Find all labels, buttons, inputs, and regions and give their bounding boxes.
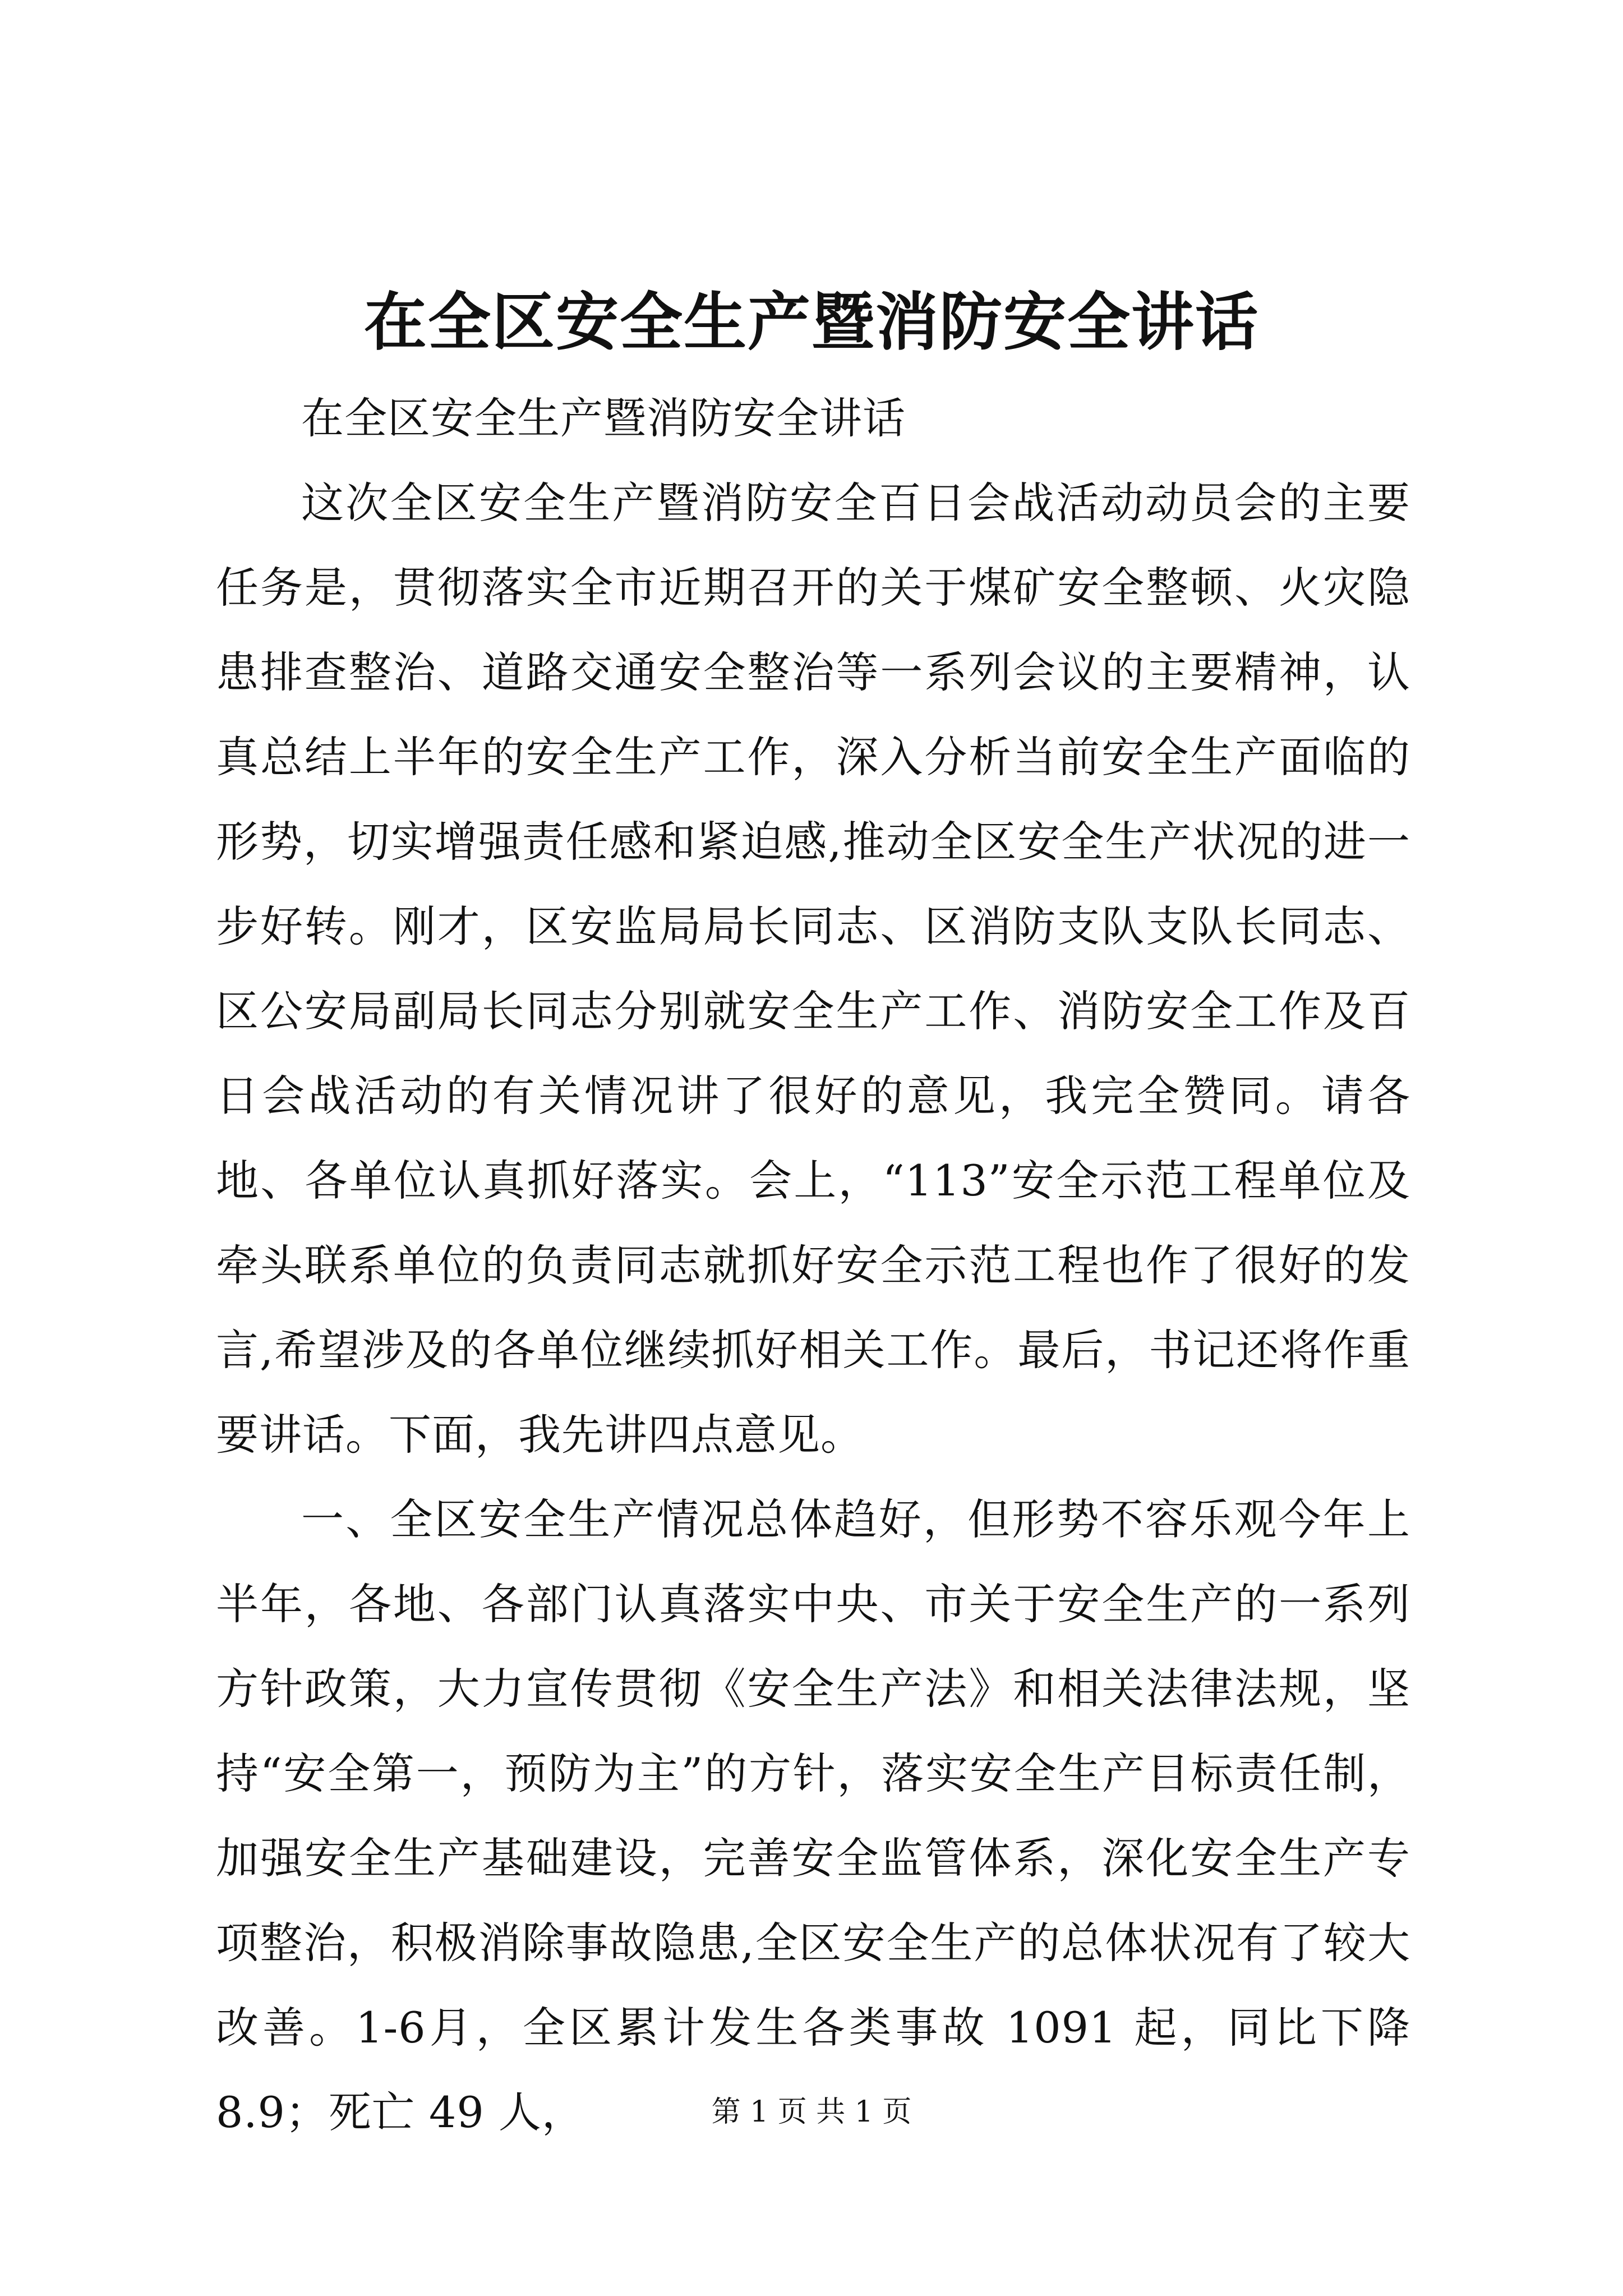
paragraph: 一、全区安全生产情况总体趋好，但形势不容乐观今年上半年，各地、各部门认真落实中央、市关于安全生产的一系列方针政策，大力宣传贯彻《安全生产法》和相关法律法规，坚持“安全第一，预防为主”的方针，落实安全生产目标责任制，加强安全生产基础建设，完善安全监管体系，深化安全生产专项整治，积极消除事故隐患,全区安全生产的总体状况有了较大改善。1-6月，全区累计发生各类事故 1091 起，同比下降 8.9；死亡 49 人， [216, 1494, 1410, 2137]
document-title: 在全区安全生产暨消防安全讲话 [364, 286, 1259, 359]
page-footer: 第 1 页 共 1 页 [711, 2095, 912, 2129]
document-body [216, 376, 1410, 2155]
paragraph: 这次全区安全生产暨消防安全百日会战活动动员会的主要任务是，贯彻落实全市近期召开的关于煤矿安全整顿、火灾隐患排查整治、道路交通安全整治等一系列会议的主要精神，认真总结上半年的安全生产工作，深入分析当前安全生产面临的形势，切实增强责任感和紧迫感,推动全区安全生产状况的进一步好转。刚才，区安监局局长同志、区消防支队支队长同志、区公安局副局长同志分别就安全生产工作、消防安全工作及百日会战活动的有关情况讲了很好的意见，我完全赞同。请各地、各单位认真抓好落实。会上，“113”安全示范工程单位及牵头联系单位的负责同志就抓好安全示范工程也作了很好的发言,希望涉及的各单位继续抓好相关工作。最后，书记还将作重要讲话。下面，我先讲四点意见。 [216, 478, 1410, 1460]
document-subtitle: 在全区安全生产暨消防安全讲话 [301, 393, 906, 443]
